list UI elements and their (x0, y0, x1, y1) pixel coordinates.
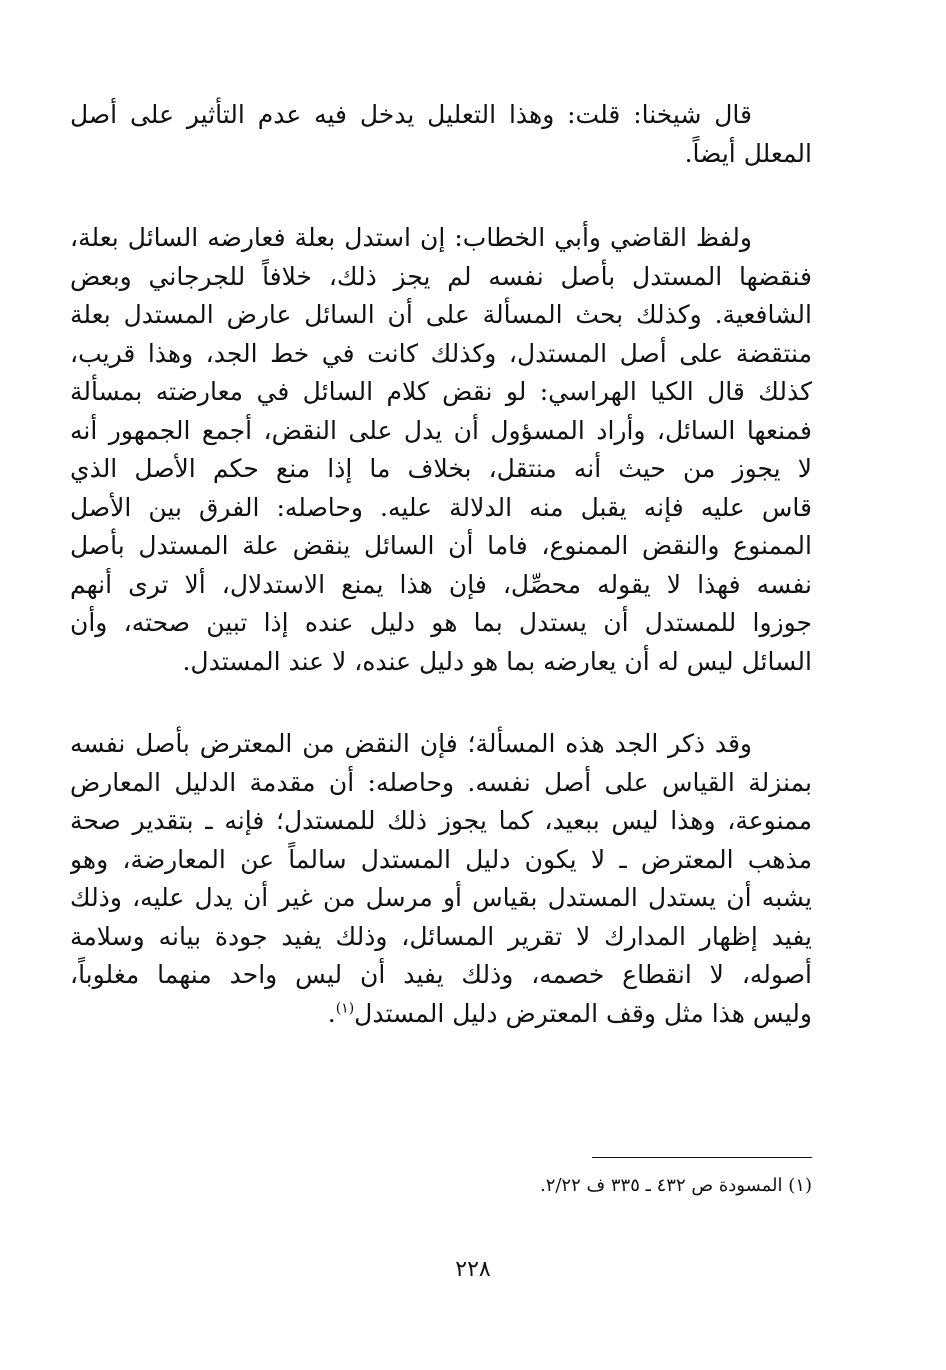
text-line: وقد ذكر الجد هذه المسألة؛ فإن النقض من المعترض بأصل نفسه (70, 729, 752, 758)
text-line: الشافعية. وكذلك بحث المسألة على أن السائل عارض المستدل بعلة (70, 300, 812, 329)
page-body (70, 96, 812, 1033)
text-line: ولفظ القاضي وأبي الخطاب: إن استدل بعلة فعارضه السائل بعلة، (70, 223, 752, 252)
footnote-divider (592, 1157, 812, 1158)
paragraph-1 (70, 96, 812, 173)
text-line: منتقضة على أصل المستدل، وكذلك كانت في خط الجد، وهذا قريب، (70, 338, 812, 368)
text-line: فمنعها السائل، وأراد المسؤول أن يدل على النقض، أجمع الجمهور أنه (70, 415, 812, 445)
text-line: ممنوعة، وهذا ليس ببعيد، كما يجوز ذلك للمستدل؛ فإنه ـ بتقدير صحة (70, 806, 812, 835)
text-line: يفيد إظهار المدارك لا تقرير المسائل، وذلك يفيد جودة بيانه وسلامة (70, 921, 812, 951)
text-line: قال شيخنا: قلت: وهذا التعليل يدخل فيه عدم التأثير على أصل (70, 100, 752, 129)
text-line: وليس هذا مثل وقف المعترض دليل المستدل (354, 998, 812, 1028)
end-mark: . (327, 998, 336, 1028)
text-line: نفسه فهذا لا يقوله محصِّل، فإن هذا يمنع الاستدلال، ألا ترى أنهم (70, 569, 812, 599)
text-line: فنقضها المستدل بأصل نفسه لم يجز ذلك، خلافاً للجرجاني وبعض (70, 261, 812, 291)
footnote: (١) المسودة ص ٤٣٢ ـ ٣٣٥ ف ٢/٢٢. (539, 1175, 812, 1196)
text-line: قاس عليه فإنه يقبل منه الدلالة عليه. وحاصله: الفرق بين الأصل (70, 492, 812, 522)
text-line: بمنزلة القياس على أصل نفسه. وحاصله: أن مقدمة الدليل المعارض (70, 767, 812, 797)
text-line: مذهب المعترض ـ لا يكون دليل المستدل سالماً عن المعارضة، وهو (70, 844, 812, 874)
text-line: المعلل أيضاً. (684, 138, 812, 168)
text-line: يشبه أن يستدل المستدل بقياس أو مرسل من غير أن يدل عليه، وذلك (70, 883, 812, 912)
text-line: كذلك قال الكيا الهراسي: لو نقض كلام السائل في معارضته بمسألة (70, 377, 812, 406)
text-line-with-note (70, 995, 812, 1034)
text-line: لا يجوز من حيث أنه منتقل، بخلاف ما إذا منع حكم الأصل الذي (70, 454, 812, 483)
text-line: جوزوا للمستدل أن يستدل بما هو دليل عنده إذا تبين صحته، وأن (70, 608, 812, 637)
footnote-reference: (١) (335, 1000, 355, 1017)
text-line: السائل ليس له أن يعارضه بما هو دليل عنده، لا عند المستدل. (182, 646, 812, 676)
paragraph-3 (70, 725, 812, 1033)
page-number: ٢٢٨ (455, 1257, 491, 1282)
text-line: الممنوع والنقض الممنوع، فاما أن السائل ينقض علة المستدل بأصل (70, 531, 812, 560)
text-line: أصوله، لا انقطاع خصمه، وذلك يفيد أن ليس واحد منهما مغلوباً، (70, 960, 812, 989)
paragraph-2 (70, 219, 812, 681)
